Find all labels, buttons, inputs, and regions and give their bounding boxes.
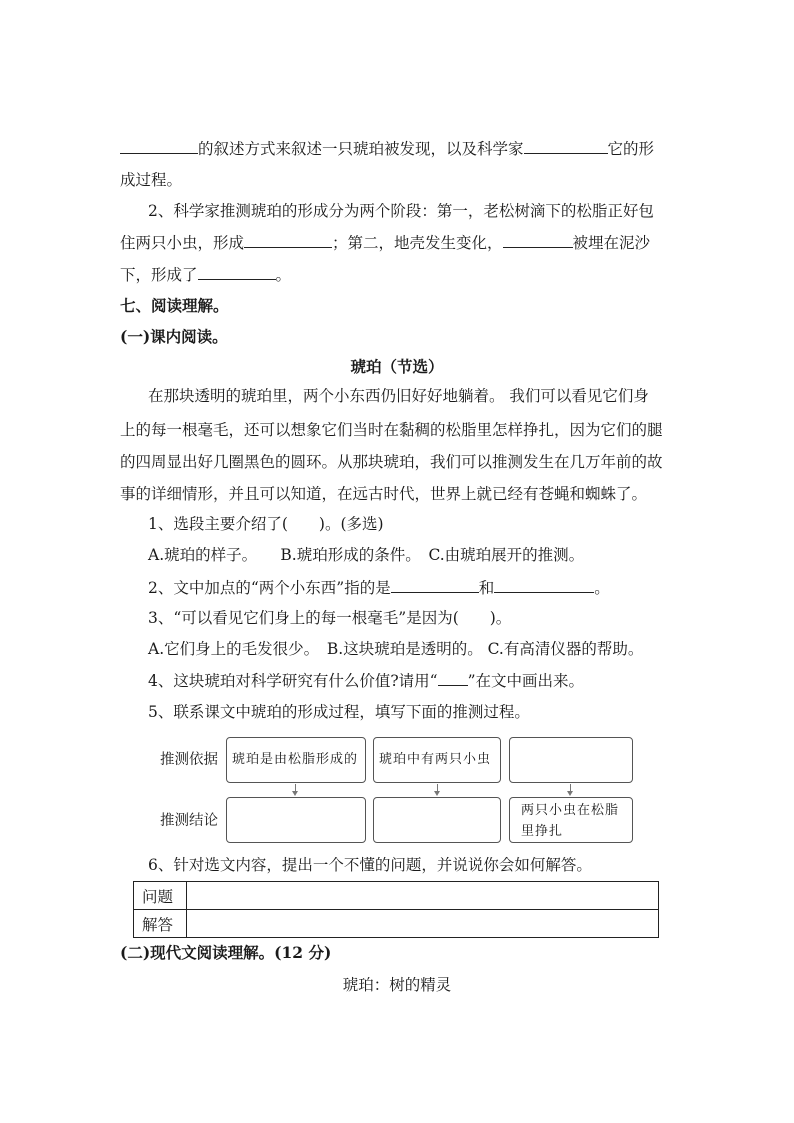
question-5: 5、联系课文中琥珀的形成过程，填写下面的推测过程。 — [148, 703, 530, 721]
question-4: 4、这块琥珀对科学研究有什么价值?请用“ ”在文中画出来。 — [148, 672, 585, 690]
article-title: 琥珀：树的精灵 — [342, 976, 452, 994]
question-1-options: A.琥珀的样子。 B.琥珀形成的条件。 C.由琥珀展开的推测。 — [148, 546, 585, 564]
blank-4[interactable] — [503, 232, 573, 248]
excerpt-line-4: 事的详细情形，并且可以知道，在远古时代，世界上就已经有苍蝇和蜘蛛了。 — [120, 485, 648, 503]
diagram-arrowhead-2 — [434, 791, 440, 796]
diagram-box-basis-2: 琥珀中有两只小虫 — [373, 737, 501, 783]
diagram-row-label-basis: 推测依据 — [160, 752, 218, 768]
blank-2[interactable] — [524, 138, 608, 154]
question-2-line-3: 下，形成了 。 — [120, 266, 292, 284]
table-cell-question[interactable] — [187, 882, 659, 910]
question-2-line-1: 2、科学家推测琥珀的形成分为两个阶段：第一，老松树滴下的松脂正好包 — [148, 202, 654, 220]
subsection-2-heading: (二)现代文阅读理解。(12 分) — [120, 943, 332, 962]
excerpt-line-3: 的四周显出好几圈黑色的圆环。从那块琥珀，我们可以推测发生在几万年前的故 — [120, 453, 663, 471]
subsection-1-heading: (一)课内阅读。 — [120, 327, 228, 346]
excerpt-line-2: 上的每一根毫毛，还可以想象它们当时在黏稠的松脂里怎样挣扎，因为它们的腿 — [120, 421, 663, 439]
fill-line-2: 成过程。 — [120, 171, 183, 189]
diagram-arrowhead-3 — [567, 791, 573, 796]
diagram-box-conclusion-2[interactable] — [373, 797, 501, 843]
diagram-box-conclusion-1[interactable] — [226, 797, 366, 843]
table-label-question: 问题 — [134, 882, 187, 910]
question-2: 2、文中加点的“两个小东西”指的是 和 。 — [148, 579, 610, 597]
blank-5[interactable] — [198, 264, 276, 280]
question-3: 3、“可以看见它们身上的每一根毫毛”是因为( )。 — [148, 609, 512, 627]
question-6: 6、针对选文内容，提出一个不懂的问题，并说说你会如何解答。 — [148, 856, 592, 874]
blank-6[interactable] — [391, 577, 479, 593]
question-3-options: A.它们身上的毛发很少。 B.这块琥珀是透明的。 C.有高清仪器的帮助。 — [148, 640, 644, 658]
blank-1[interactable] — [120, 138, 198, 154]
blank-3[interactable] — [244, 232, 332, 248]
answer-table — [133, 881, 659, 938]
diagram-box-conclusion-3: 两只小虫在松脂 里挣扎 — [509, 797, 633, 843]
fill-line-1: 的叙述方式来叙述一只琥珀被发现，以及科学家 它的形 — [120, 138, 654, 159]
excerpt-title: 琥珀（节选） — [350, 357, 444, 376]
underline-sample — [438, 670, 468, 686]
diagram-box-basis-1: 琥珀是由松脂形成的 — [226, 737, 366, 783]
table-label-answer: 解答 — [134, 910, 187, 938]
question-2-line-2: 住两只小虫，形成 ；第二，地壳发生变化， 被埋在泥沙 — [120, 234, 651, 252]
table-cell-answer[interactable] — [187, 910, 659, 938]
diagram-row-label-conclusion: 推测结论 — [160, 813, 218, 829]
diagram-box-basis-3[interactable] — [509, 737, 633, 783]
diagram-arrowhead-1 — [292, 791, 298, 796]
blank-7[interactable] — [494, 577, 594, 593]
excerpt-line-1: 在那块透明的琥珀里，两个小东西仍旧好好地躺着。 我们可以看见它们身 — [148, 387, 649, 405]
section-heading: 七、阅读理解。 — [120, 296, 229, 315]
question-1: 1、选段主要介绍了( )。(多选) — [148, 515, 384, 533]
